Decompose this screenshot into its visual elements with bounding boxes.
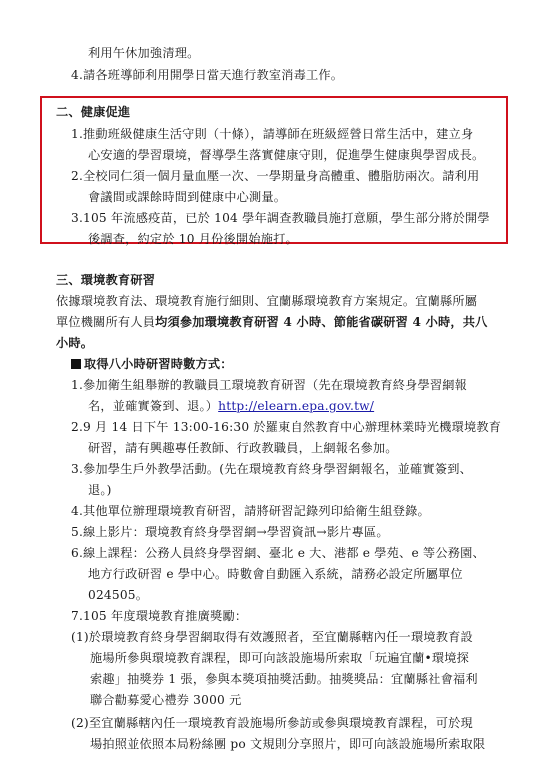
sub-list-item-continuation: 場拍照並依照本局粉絲團 po 文規則分享照片，即可向該設施場所索取限	[90, 737, 486, 751]
list-item-continuation: 心安適的學習環境，督導學生落實健康守則，促進學生健康與學習成長。	[88, 148, 485, 162]
paragraph-line: 小時。	[56, 336, 94, 350]
list-item: 5.線上影片：環境教育終身學習網→學習資訊→影片專區。	[71, 525, 389, 539]
text-span: 名，並確實簽到、退。）	[88, 399, 219, 413]
text-span: 單位機關所有人員	[56, 315, 156, 329]
list-item: 4.其他單位辦理環境教育研習，請將研習記錄列印給衛生組登錄。	[71, 504, 430, 518]
black-square-icon	[71, 359, 81, 369]
bold-text-span: 均須參加環境教育研習 4 小時、節能省碳研習 4 小時，共八	[155, 315, 488, 329]
text-line: 利用午休加強清理。	[88, 46, 200, 60]
sub-list-item-continuation: 施場所參與環境教育課程，即可向該設施場所索取「玩遍宜蘭•環境探	[90, 651, 470, 665]
sub-list-item-continuation: 聯合勸募愛心禮券 3000 元	[90, 693, 242, 707]
epa-elearn-link[interactable]: http://elearn.epa.gov.tw/	[218, 399, 375, 413]
list-item: 4.請各班導師利用開學日當天進行教室消毒工作。	[71, 68, 344, 82]
list-item-continuation: 後調查，約定於 10 月份後開始施打。	[88, 232, 298, 246]
sub-list-item: (1)於環境教育終身學習網取得有效護照者，至宜蘭縣轄內任一環境教育設	[71, 630, 473, 644]
list-item-continuation	[88, 398, 374, 414]
subheading	[71, 356, 233, 372]
section-heading-health: 二、健康促進	[56, 105, 131, 119]
list-item-continuation: 024505。	[88, 588, 149, 602]
list-item: 3.105 年流感疫苗，已於 104 學年調查教職員施打意願，學生部分將於開學	[71, 211, 490, 225]
list-item-continuation: 研習，請有興趣專任教師、行政教職員，上網報名參加。	[88, 441, 398, 455]
paragraph-line	[56, 314, 488, 330]
paragraph-line: 依據環境教育法、環境教育施行細則、宜蘭縣環境教育方案規定。宜蘭縣所屬	[56, 294, 478, 308]
list-item: 7.105 年度環境教育推廣獎勵：	[71, 609, 248, 623]
list-item: 1.推動班級健康生活守則（十條），請導師在班級經營日常生活中，建立身	[71, 127, 474, 141]
sub-list-item: (2)至宜蘭縣轄內任一環境教育設施場所參訪或參與環境教育課程，可於現	[71, 716, 473, 730]
list-item-continuation: 地方行政研習 e 學中心。時數會自動匯入系統，請務必設定所屬單位	[88, 567, 463, 581]
list-item: 1.參加衛生組舉辦的教職員工環境教育研習（先在環境教育終身學習網報	[71, 378, 468, 392]
list-item-continuation: 會議間或課餘時間到健康中心測量。	[88, 190, 287, 204]
list-item: 6.線上課程：公務人員終身學習網、臺北 e 大、港都 e 學苑、e 等公務園、	[71, 546, 485, 560]
sub-list-item-continuation: 索趣」抽獎券 1 張，參與本獎項抽獎活動。抽獎獎品：宜蘭縣社會福利	[90, 672, 478, 686]
list-item: 2.全校同仁須一個月量血壓一次、一學期量身高體重、體脂肪兩次。請利用	[71, 169, 480, 183]
list-item-continuation: 退。)	[88, 483, 112, 497]
subheading-text: 取得八小時研習時數方式：	[84, 357, 233, 371]
list-item: 3.參加學生戶外教學活動。(先在環境教育終身學習網報名，並確實簽到、	[71, 462, 472, 476]
list-item: 2.9 月 14 日下午 13:00-16:30 於羅東自然教育中心辦理林業時光機環境教育	[71, 420, 502, 434]
section-heading-env: 三、環境教育研習	[56, 273, 156, 287]
